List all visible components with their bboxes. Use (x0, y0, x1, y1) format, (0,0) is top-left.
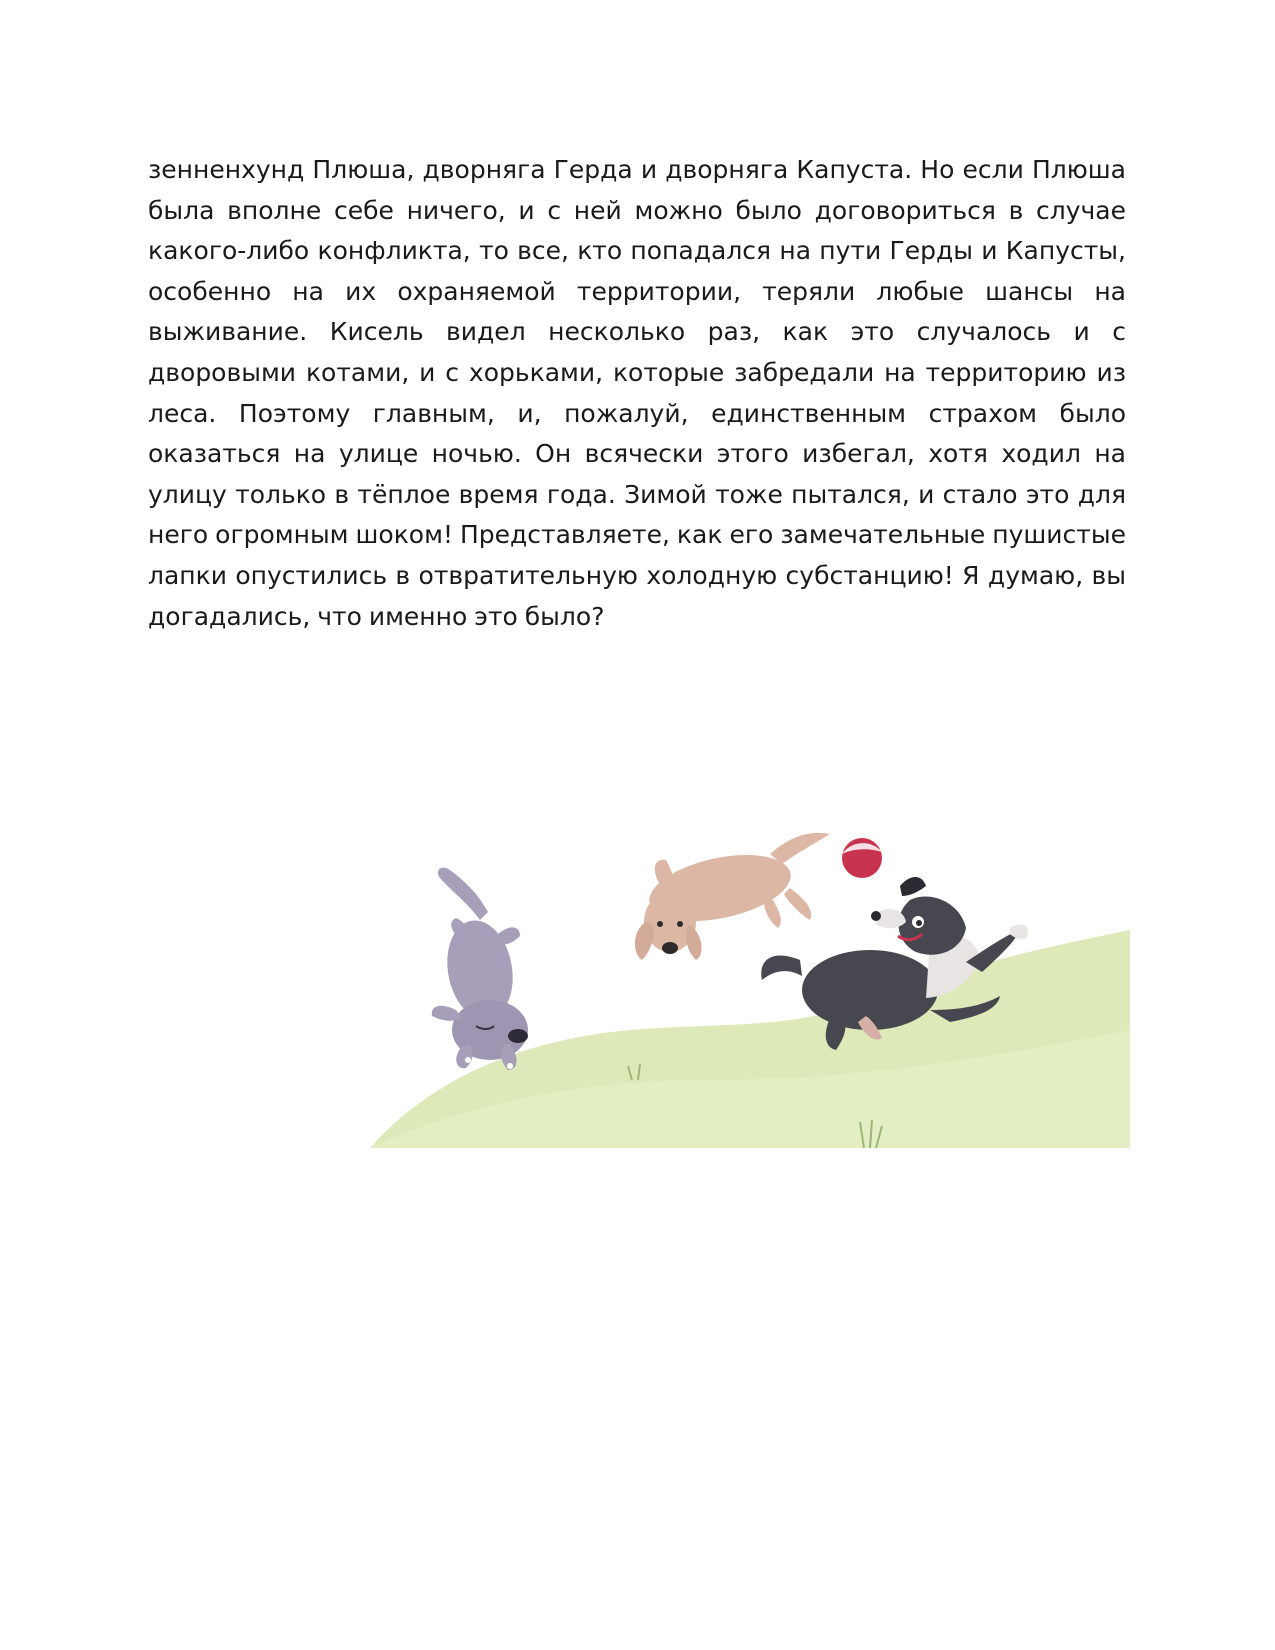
text-line: лапки опустились в отвратительную холодную субстанцию! Я думаю, вы (148, 560, 1126, 590)
story-paragraph (148, 150, 1126, 637)
text-line: какого-либо конфликта, то все, кто попадался на пути Герды и Капусты, (148, 236, 1126, 266)
text-line: была вполне себе ничего, и с ней можно было договориться в случае (148, 195, 1126, 225)
text-line: леса. Поэтому главным, и, пожалуй, единственным страхом было (148, 398, 1126, 428)
text-line: улицу только в тёплое время года. Зимой тоже пытался, и стало это для (148, 479, 1126, 509)
text-line: особенно на их охраняемой территории, теряли любые шансы на (148, 276, 1126, 306)
text-line: догадались, что именно это было? (148, 601, 605, 631)
text-line: оказаться на улице ночью. Он всячески этого избегал, хотя ходил на (148, 439, 1126, 469)
text-line: него огромным шоком! Представляете, как его замечательные пушистые (148, 520, 1126, 550)
text-line: зенненхунд Плюша, дворняга Герда и дворняга Капуста. Но если Плюша (148, 155, 1126, 184)
dogs-playing-illustration (370, 830, 1130, 1150)
text-line: выживание. Кисель видел несколько раз, как это случалось и с (148, 317, 1126, 347)
ball (842, 838, 882, 878)
tan-dog (635, 833, 830, 960)
grey-dog (432, 868, 528, 1070)
text-line: дворовыми котами, и с хорьками, которые забредали на территорию из (148, 357, 1126, 387)
